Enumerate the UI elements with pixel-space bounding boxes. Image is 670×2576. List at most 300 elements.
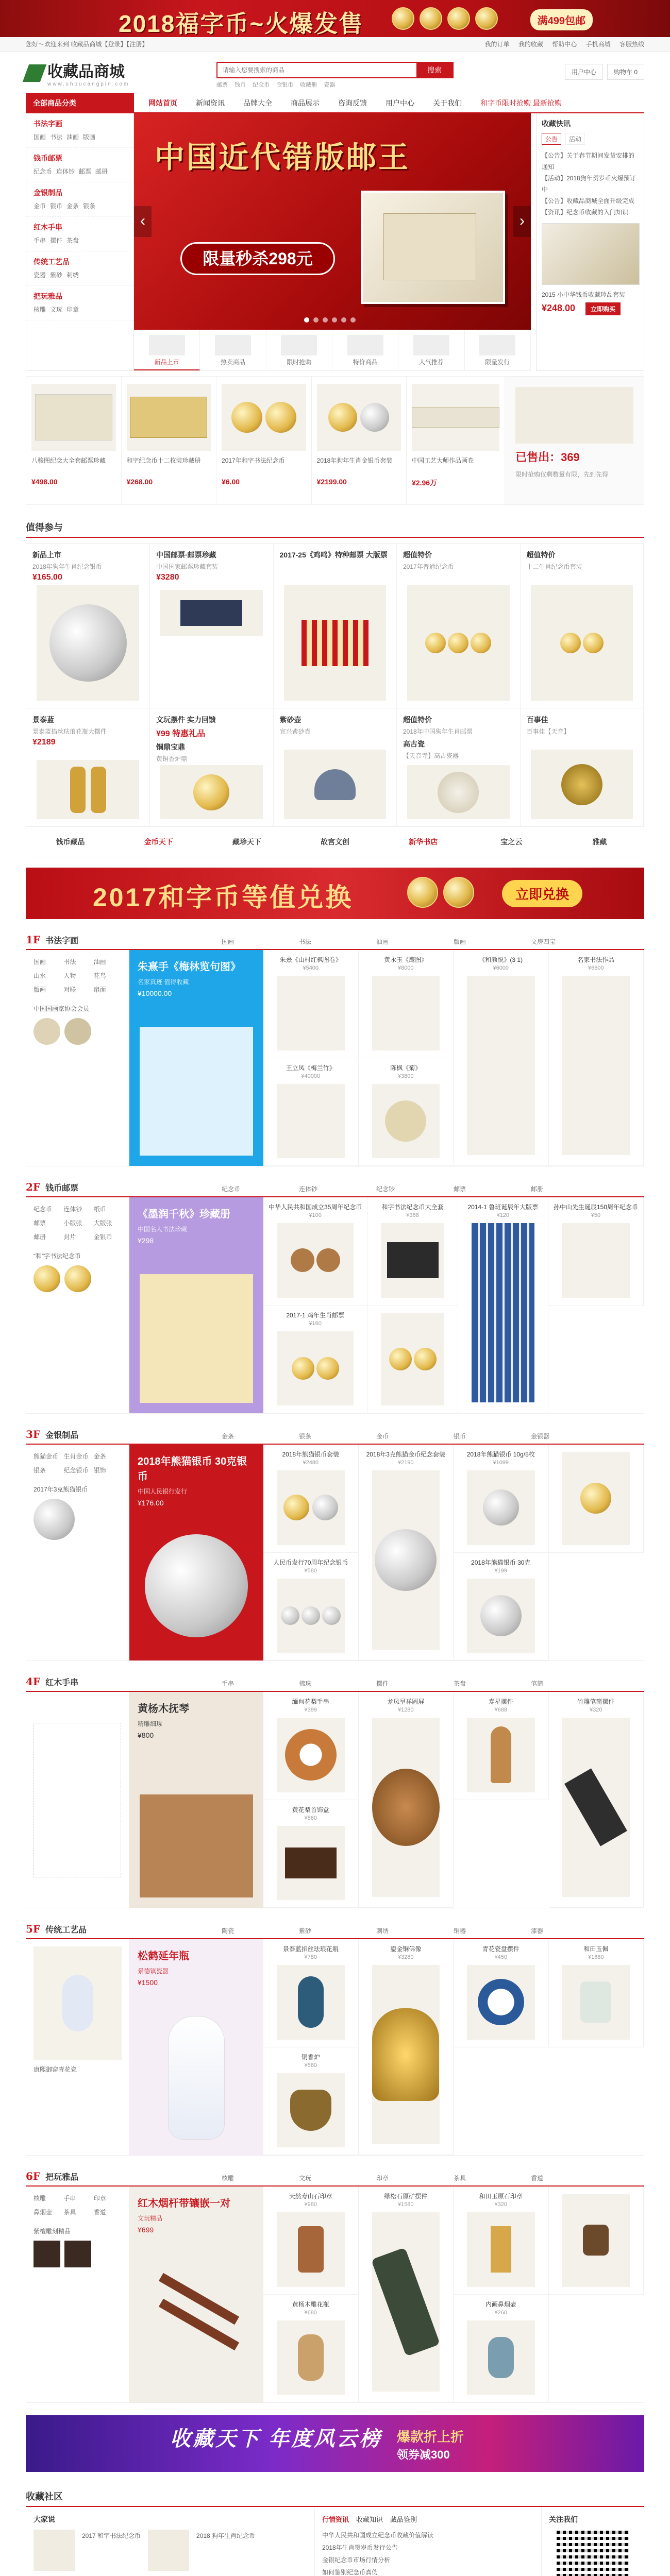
main-nav	[26, 93, 644, 113]
news-panel	[536, 113, 644, 371]
free-shipping-badge: 满499包邮	[530, 9, 593, 30]
floor-link[interactable]: 山水	[34, 972, 46, 979]
rec-card[interactable]: 超值特价 2017年普通纪念币	[397, 544, 521, 708]
floor-number: 1F	[26, 934, 41, 946]
community-tab[interactable]: 收藏知识	[356, 2516, 383, 2523]
news-item[interactable]: 【公告】收藏品商城全面升级完成	[542, 197, 635, 205]
floor-side	[26, 1445, 129, 1660]
floor-link[interactable]: 扇面	[93, 986, 106, 993]
floor-number: 3F	[26, 1428, 41, 1440]
news-panel-title: 收藏快讯	[542, 120, 571, 128]
floor-item[interactable]: 和字书法纪念币大全套 ¥368	[367, 1197, 458, 1306]
sidebar-sub[interactable]: 银条	[83, 202, 96, 210]
slider-dot[interactable]	[323, 317, 328, 323]
floor-item[interactable]: 2018年熊猫银币 30克 ¥199	[454, 1553, 549, 1661]
floor-title: 传统工艺品	[45, 1926, 87, 1935]
sidebar-category-title: 传统工艺品	[34, 258, 70, 266]
rec-card[interactable]: 中国邮票·邮票珍藏 中国国家邮票珍藏套装 ¥3280	[150, 544, 274, 708]
floor-tab[interactable]: 香道	[531, 2175, 544, 2182]
slider-dot[interactable]	[350, 317, 356, 323]
year-promo-title: 收藏天下 年度风云榜	[170, 2428, 382, 2450]
sold-count: 369	[561, 451, 580, 464]
product-name: 八骏图纪念大全套邮票珍藏	[31, 457, 106, 464]
community-tab[interactable]: 行情资讯	[322, 2516, 349, 2523]
nav-item-home[interactable]: 网站首页	[148, 99, 177, 107]
posts-title: 大家说	[34, 2515, 55, 2523]
thumb-tab[interactable]: 人气推荐	[398, 330, 464, 370]
floor-cover[interactable]: 红木烟杆带镶嵌一对 文玩精品 ¥699	[129, 2187, 263, 2402]
sidebar-category-title: 钱币邮票	[34, 154, 62, 162]
floor-link[interactable]: 连体钞	[63, 1206, 82, 1213]
rec-card[interactable]: 紫砂壶 宜兴紫砂壶	[274, 708, 397, 827]
thumb-tab[interactable]: 限时抢购	[266, 330, 332, 370]
sidebar-sub[interactable]: 金条	[66, 202, 79, 210]
buy-now-button[interactable]: 立即购买	[585, 302, 621, 315]
year-promo-sub: 爆款折上折	[397, 2429, 464, 2445]
floor-item[interactable]: 2014-1 鲁班诞辰年大版票 ¥120	[458, 1197, 548, 1413]
floor-cover[interactable]: 朱熹手《梅林览句图》 名家真迹 值得收藏 ¥10000.00	[129, 950, 263, 1166]
floor-tab[interactable]: 印章	[376, 2175, 389, 2182]
section-header	[26, 515, 644, 538]
floor-number: 4F	[26, 1675, 41, 1688]
floor-item[interactable]: 2018年熊猫银币 10g/5枚 ¥1099	[454, 1445, 549, 1553]
floor-tab[interactable]: 文房四宝	[531, 938, 556, 945]
floor-tab[interactable]: 银币	[454, 1433, 466, 1440]
floor-link[interactable]: 香道	[93, 2209, 106, 2216]
exchange-banner[interactable]	[26, 868, 644, 919]
post-item[interactable]: 2017 和字书法纪念币	[82, 2532, 141, 2539]
community-news-item[interactable]: 如何鉴别纪念币真伪	[322, 2569, 378, 2576]
nav-item-products[interactable]: 商品展示	[291, 99, 320, 107]
floor-tab[interactable]: 陶瓷	[222, 1927, 234, 1935]
floor-tab[interactable]: 核雕	[222, 2175, 234, 2182]
sidebar-category[interactable]	[26, 148, 133, 182]
slider-subtitle[interactable]: 限量秒杀298元	[180, 242, 335, 275]
floor-link[interactable]: 金银币	[93, 1233, 112, 1241]
brand-logo[interactable]: 钱币藏品	[56, 838, 85, 846]
sidebar-sub[interactable]: 版画	[83, 133, 96, 141]
sidebar-sub[interactable]: 刺绣	[66, 272, 79, 279]
community-title: 收藏社区	[26, 2492, 63, 2502]
thumb-tab[interactable]: 特价商品	[332, 330, 398, 370]
header-buttons	[565, 64, 644, 80]
section-title: 值得参与	[26, 522, 63, 533]
nav-item-hot[interactable]: 和字币限时抢购 最新抢购	[480, 99, 562, 107]
sold-label: 已售出：	[515, 451, 561, 464]
recommend-grid	[26, 543, 644, 826]
brand-logo[interactable]: 金币天下	[144, 838, 173, 846]
slider-prev-icon[interactable]: ‹	[134, 206, 152, 237]
product-card[interactable]	[407, 377, 505, 504]
slider-dot[interactable]	[341, 317, 346, 323]
floor-side-promo[interactable]: 2017年3克熊猫银币	[34, 1486, 88, 1493]
thumb-tab[interactable]: 热卖商品	[200, 330, 266, 370]
floor-link[interactable]: 邮册	[34, 1233, 46, 1241]
floor-tab[interactable]: 文玩	[299, 2175, 312, 2182]
logo-url: www.shoucangpin.com	[47, 81, 130, 87]
header	[26, 52, 644, 93]
util-link[interactable]: 手机商城	[585, 41, 611, 48]
util-link[interactable]: 客服热线	[619, 41, 644, 48]
floor-link[interactable]: 印章	[93, 2195, 106, 2202]
floor-link[interactable]: 大版张	[93, 1219, 112, 1227]
floor-tab[interactable]: 金条	[222, 1433, 234, 1440]
floor-item[interactable]: 竹雕笔筒摆件 ¥320	[549, 1692, 644, 1908]
floor-link[interactable]: 鼻烟壶	[34, 2209, 53, 2216]
floor-side-promo[interactable]: 康熙御窑青花瓷	[34, 2066, 77, 2073]
brand-logo[interactable]: 宝之云	[500, 838, 523, 846]
coin-icon	[447, 7, 470, 30]
sidebar-sub[interactable]: 摆件	[50, 237, 63, 244]
product-name: 2018年狗年生肖金银币套装	[316, 457, 393, 464]
exchange-banner-title: 2017和字币等值兑换	[93, 883, 354, 912]
product-card[interactable]	[26, 377, 122, 504]
floor-tab[interactable]: 书法	[299, 938, 312, 945]
featured-product-name[interactable]: 2015 小中华钱币收藏珍品套装	[542, 291, 626, 298]
floor-item[interactable]: 鎏金铜佛像 ¥3280	[359, 1939, 454, 2155]
sidebar-category-title: 金银制品	[34, 189, 62, 197]
product-card[interactable]	[122, 377, 217, 504]
floor-link[interactable]: 纸币	[93, 1206, 106, 1213]
sold-counter	[505, 377, 644, 504]
coin-decorations	[407, 877, 474, 908]
community-tab[interactable]: 藏品鉴别	[390, 2516, 417, 2523]
sidebar-sub[interactable]: 手串	[34, 237, 46, 244]
sidebar-sub[interactable]: 连体钞	[56, 168, 75, 175]
floor-link[interactable]: 人物	[63, 972, 76, 979]
floor-tab[interactable]: 金银器	[531, 1433, 550, 1440]
util-link[interactable]: 帮助中心	[552, 41, 577, 48]
sidebar-sub[interactable]: 书法	[50, 133, 63, 141]
rec-card[interactable]: 新品上市 2018年狗年生肖纪念银币 ¥165.00	[26, 544, 150, 708]
floor-item[interactable]: 和田玉佩 ¥1680	[549, 1939, 644, 2047]
brand-logo[interactable]: 雅藏	[592, 838, 607, 846]
floor-number: 2F	[26, 1181, 41, 1193]
search-box	[216, 62, 454, 78]
sidebar-category[interactable]	[26, 182, 133, 217]
sidebar-sub[interactable]: 油画	[66, 133, 79, 141]
hot-word[interactable]: 纪念币	[253, 82, 270, 88]
product-price: ¥2199.00	[316, 478, 347, 486]
floor-item[interactable]: 人民币发行70周年纪念银币 ¥580	[263, 1553, 359, 1661]
sidebar-category[interactable]	[26, 251, 133, 286]
nav-items	[139, 93, 571, 113]
logo-text: 收藏品商城	[47, 63, 125, 81]
floor-tab[interactable]: 紫砂	[299, 1927, 312, 1935]
sidebar-category[interactable]	[26, 217, 133, 251]
product-name: 中国工艺大师作品画卷	[412, 457, 474, 464]
floor-cover[interactable]: 2018年熊猫银币 30克银币 中国人民银行发行 ¥176.00	[129, 1445, 263, 1660]
floor-tab[interactable]: 金币	[376, 1433, 389, 1440]
floor-item[interactable]: 绿松石原矿摆件 ¥1580	[359, 2187, 454, 2402]
sidebar-sub[interactable]: 紫砂	[50, 272, 63, 279]
hot-word[interactable]: 邮票	[216, 82, 228, 88]
floor-item[interactable]: 内画鼻烟壶 ¥260	[454, 2295, 549, 2403]
sidebar-sub[interactable]: 纪念币	[34, 168, 53, 175]
util-link[interactable]: 我的订单	[484, 41, 510, 48]
top-banner[interactable]	[0, 0, 670, 37]
news-item[interactable]: 【活动】2018狗年贺岁币火爆预订中	[542, 175, 636, 193]
product-price: ¥498.00	[31, 478, 58, 486]
search-button[interactable]: 搜索	[416, 63, 453, 77]
coin-decorations	[392, 7, 498, 30]
floor-tab[interactable]: 茶盘	[454, 1680, 466, 1687]
floor-side	[26, 1939, 129, 2155]
floor-tab[interactable]: 刺绣	[376, 1927, 389, 1935]
floor-item[interactable]: 景泰蓝掐丝珐琅花瓶 ¥780	[263, 1939, 359, 2047]
floor-link[interactable]: 手串	[63, 2195, 76, 2202]
news-item[interactable]: 【公告】关于春节期间发货安排的通知	[542, 152, 635, 171]
community-news-item[interactable]: 金银纪念币市场行情分析	[322, 2556, 391, 2564]
floor-item[interactable]: 名家书法作品 ¥6600	[549, 950, 644, 1166]
floor-tab[interactable]: 漆器	[531, 1927, 544, 1935]
logo-icon	[23, 64, 46, 82]
rec-card[interactable]: 百事佳 百事佳【天音】	[521, 708, 644, 827]
sidebar-sub[interactable]: 核雕	[34, 306, 46, 313]
floor-cover[interactable]: 《墨润千秋》珍藏册 中国名人书法珍藏 ¥298	[129, 1197, 263, 1413]
floor-tab[interactable]: 版画	[454, 938, 466, 945]
floor-tab[interactable]: 摆件	[376, 1680, 389, 1687]
floor-tab[interactable]: 连体钞	[299, 1185, 318, 1193]
util-link[interactable]: 我的收藏	[518, 41, 543, 48]
floor-title: 书法字画	[45, 937, 79, 945]
floor-item[interactable]	[367, 1306, 458, 1414]
floor-3F	[26, 1424, 644, 1661]
slider-dot[interactable]	[304, 317, 309, 323]
floor-tab[interactable]: 笔筒	[531, 1680, 544, 1687]
sidebar-category-title: 书法字画	[34, 120, 62, 128]
brand-logo[interactable]: 藏珍天下	[232, 838, 261, 846]
sidebar-category[interactable]	[26, 113, 133, 148]
slider-thumb-tabs	[134, 330, 531, 371]
floor-side-promo[interactable]: 中国国画家协会会员	[34, 1005, 90, 1012]
sidebar-sub[interactable]: 国画	[34, 133, 46, 141]
follow-us	[542, 2507, 644, 2576]
hot-word[interactable]: 钱币	[234, 82, 246, 88]
floor-side	[26, 950, 129, 1166]
sidebar-sub[interactable]: 茶盘	[66, 237, 79, 244]
floor-cover[interactable]: 松鹤延年瓶 景德镇瓷器 ¥1500	[129, 1939, 263, 2155]
floor-item[interactable]: 缅甸花梨手串 ¥399	[263, 1692, 359, 1800]
category-sidebar	[26, 113, 134, 371]
floor-item[interactable]: 2018年熊猫银币套装 ¥2480	[263, 1445, 359, 1553]
floor-item[interactable]: 寿星摆件 ¥688	[454, 1692, 549, 1800]
floor-link[interactable]: 纪念币	[34, 1206, 53, 1213]
welcome-text[interactable]: 您好～欢迎来到 收藏品商城【登录】【注册】	[26, 41, 148, 48]
slider-dot[interactable]	[313, 317, 319, 323]
product-card[interactable]	[216, 377, 312, 504]
floor-item[interactable]: 2018年3克熊猫金币纪念套装 ¥2190	[359, 1445, 454, 1660]
user-center-button[interactable]: 用户中心	[565, 64, 603, 80]
slider-title: 中国近代错版邮王	[155, 140, 411, 175]
sidebar-sub[interactable]: 印章	[66, 306, 79, 313]
community-news-item[interactable]: 2018年生肖贺岁币发行公告	[322, 2544, 398, 2551]
hot-word[interactable]: 瓷器	[324, 82, 336, 88]
floor-tab[interactable]: 邮票	[454, 1185, 466, 1193]
floor-1F	[26, 929, 644, 1166]
hot-word[interactable]: 收藏册	[300, 82, 317, 88]
floor-tab[interactable]: 银条	[299, 1433, 312, 1440]
floor-item[interactable]: 黄花梨首饰盒 ¥860	[263, 1800, 359, 1908]
floor-item[interactable]	[549, 1445, 644, 1553]
floor-item[interactable]	[549, 2187, 644, 2295]
featured-product-image[interactable]	[542, 223, 640, 285]
coin-icon	[420, 7, 442, 30]
community-news	[315, 2507, 542, 2576]
coin-icon	[392, 7, 414, 30]
top-banner-title: 2018福字币~火爆发售	[119, 10, 364, 37]
floor-link[interactable]: 封片	[63, 1233, 76, 1241]
rec-card[interactable]: 2017-25《鸡鸣》特种邮票 大版票	[274, 544, 397, 708]
floor-link[interactable]: 邮票	[34, 1219, 46, 1227]
nav-item-feedback[interactable]: 咨询反馈	[338, 99, 367, 107]
floor-item[interactable]: 中华人民共和国成立35周年纪念币 ¥100	[263, 1197, 367, 1306]
floor-link[interactable]: 对联	[63, 986, 76, 993]
floor-link[interactable]: 书法	[63, 958, 76, 965]
floor-link[interactable]: 核雕	[34, 2195, 46, 2202]
hero-slider[interactable]	[134, 113, 531, 330]
sidebar-category-title: 红木手串	[34, 223, 62, 231]
floor-link[interactable]: 版画	[34, 986, 46, 993]
floor-link[interactable]: 花鸟	[93, 972, 106, 979]
floor-title: 把玩雅品	[45, 2173, 79, 2182]
sidebar-category-title: 把玩雅品	[34, 292, 62, 300]
slider-dot[interactable]	[332, 317, 337, 323]
floor-item[interactable]: 《和颜悦》(3 1) ¥6000	[454, 950, 549, 1166]
floor-side-promo[interactable]: 紫檀雕刻精品	[34, 2228, 71, 2235]
floor-tab[interactable]: 纪念钞	[376, 1185, 395, 1193]
qr-code-icon	[557, 2530, 629, 2576]
all-categories-button[interactable]: 全部商品分类	[26, 93, 134, 113]
hot-words	[216, 80, 340, 89]
utility-links	[478, 37, 644, 52]
brand-row	[26, 826, 644, 857]
floor-link[interactable]: 纪念银币	[63, 1467, 89, 1474]
sidebar-sub[interactable]: 文玩	[50, 306, 63, 313]
floor-item[interactable]: 朱熹《山村红枫图卷》 ¥5400	[263, 950, 359, 1058]
floor-side	[26, 2187, 129, 2402]
floor-item[interactable]: 黄永玉《鹰图》 ¥8000	[359, 950, 454, 1058]
search-input[interactable]	[217, 63, 416, 77]
floor-link[interactable]: 金条	[93, 1453, 106, 1460]
floor-title: 金银制品	[45, 1431, 79, 1440]
floor-link[interactable]: 国画	[34, 958, 46, 965]
exchange-button[interactable]: 立即兑换	[502, 880, 582, 907]
slider-next-icon[interactable]: ›	[513, 206, 531, 237]
floor-tab[interactable]: 手串	[222, 1680, 234, 1687]
year-promo-coupon[interactable]: 领券减300	[397, 2448, 450, 2461]
floor-link[interactable]: 生肖金币	[63, 1453, 89, 1460]
sidebar-sub[interactable]: 瓷器	[34, 272, 46, 279]
post-item[interactable]: 2018 狗年生肖纪念币	[196, 2532, 256, 2539]
coin-icon	[407, 877, 438, 908]
site-logo[interactable]	[26, 59, 129, 87]
sidebar-sub[interactable]: 银币	[50, 202, 63, 210]
community	[26, 2484, 644, 2576]
floor-item[interactable]: 黄杨木雕花瓶 ¥680	[263, 2295, 359, 2403]
follow-title: 关注我们	[549, 2515, 578, 2523]
brand-logo[interactable]: 故宫文创	[320, 838, 349, 846]
floor-item[interactable]: 2017-1 鸡年生肖邮票 ¥160	[263, 1306, 367, 1414]
product-price: ¥2.96万	[412, 479, 438, 487]
floor-item[interactable]: 青花瓷盘摆件 ¥450	[454, 1939, 549, 2047]
floor-tab[interactable]: 油画	[376, 938, 389, 945]
floor-tab[interactable]: 纪念币	[222, 1185, 241, 1193]
product-strip	[26, 376, 644, 505]
floor-cover[interactable]: 黄杨木抚琴 精雕细琢 ¥800	[129, 1692, 263, 1908]
sold-desc: 限时抢购仅剩数量有限，先到先得	[515, 471, 609, 478]
hot-word[interactable]: 金银币	[276, 82, 294, 88]
floor-item[interactable]: 龙凤呈祥圆屏 ¥1280	[359, 1692, 454, 1908]
news-tab[interactable]: 公告	[542, 133, 561, 145]
slider-dots	[304, 317, 356, 323]
floor-title: 红木手串	[45, 1679, 79, 1687]
floor-link[interactable]: 银条	[34, 1467, 46, 1474]
floor-link[interactable]: 银饰	[93, 1467, 106, 1474]
hero	[26, 113, 644, 371]
product-name: 2017年和字书法纪念币	[222, 457, 285, 464]
floor-tab[interactable]: 佛珠	[299, 1680, 312, 1687]
nav-item-user[interactable]: 用户中心	[386, 99, 414, 107]
floor-tab[interactable]: 铜器	[454, 1927, 466, 1935]
floor-tab[interactable]: 国画	[222, 938, 234, 945]
floor-tab[interactable]: 邮册	[531, 1185, 544, 1193]
floor-item[interactable]: 孙中山先生诞辰150周年纪念币 ¥50	[548, 1197, 644, 1306]
rec-card[interactable]: 景泰蓝 景泰蓝掐丝珐琅花瓶大摆件 ¥2189	[26, 708, 150, 827]
sidebar-category[interactable]	[26, 286, 133, 320]
product-card[interactable]	[312, 377, 407, 504]
rec-card[interactable]: 超值特价 十二生肖纪念币套装	[521, 544, 644, 708]
floor-item[interactable]: 王立凤《梅兰竹》 ¥40000	[263, 1058, 359, 1166]
year-promo-banner[interactable]	[26, 2415, 644, 2472]
nav-item-about[interactable]: 关于我们	[433, 99, 462, 107]
floor-item[interactable]: 和田玉原石印章 ¥320	[454, 2187, 549, 2295]
community-posts	[26, 2507, 315, 2576]
sidebar-sub[interactable]: 邮册	[95, 168, 108, 175]
floor-link[interactable]: 油画	[93, 958, 106, 965]
coin-icon	[475, 7, 498, 30]
news-item[interactable]: 【资讯】纪念币收藏的入门知识	[542, 209, 629, 216]
thumb-tab[interactable]: 限量发行	[465, 330, 531, 370]
floor-tab[interactable]: 茶具	[454, 2175, 466, 2182]
rec-card[interactable]: 超值特价 2018年中国狗年生肖邮票 高古瓷 【天音寺】高古瓷器	[397, 708, 521, 827]
cart-button[interactable]: 购物车 0	[607, 64, 644, 80]
floor-title: 钱币邮票	[45, 1184, 79, 1193]
stamp-album-image	[361, 191, 505, 304]
floor-number: 5F	[26, 1923, 41, 1935]
floor-link[interactable]: 小版张	[63, 1219, 82, 1227]
sidebar-sub[interactable]: 金币	[34, 202, 46, 210]
community-news-item[interactable]: 中华人民共和国成立纪念币收藏价值解读	[322, 2532, 434, 2539]
floor-item[interactable]: 铜香炉 ¥560	[263, 2047, 359, 2156]
nav-item-brands[interactable]: 品牌大全	[243, 99, 272, 107]
floor-link[interactable]: 熊猫金币	[34, 1453, 59, 1460]
brand-logo[interactable]: 新华书店	[409, 838, 438, 846]
floor-item[interactable]: 陈枫《菊》 ¥3800	[359, 1058, 454, 1166]
floor-item[interactable]: 天然寿山石印章 ¥980	[263, 2187, 359, 2295]
nav-item-news[interactable]: 新闻资讯	[196, 99, 225, 107]
news-tab[interactable]: 活动	[565, 133, 585, 145]
floor-4F	[26, 1671, 644, 1908]
rec-card[interactable]: 文玩摆件 实力回馈 ¥99 特惠礼品 铜鼎宝鼎 黄铜香炉鼎	[150, 708, 274, 827]
thumb-tab[interactable]: 新品上市	[134, 330, 200, 370]
floor-link[interactable]: 茶具	[63, 2209, 76, 2216]
floor-side-promo[interactable]: “和”字书法纪念币	[34, 1252, 81, 1260]
utility-bar	[0, 37, 670, 52]
product-price: ¥268.00	[126, 478, 153, 486]
floor-6F	[26, 2166, 644, 2403]
sidebar-sub[interactable]: 邮票	[79, 168, 92, 175]
